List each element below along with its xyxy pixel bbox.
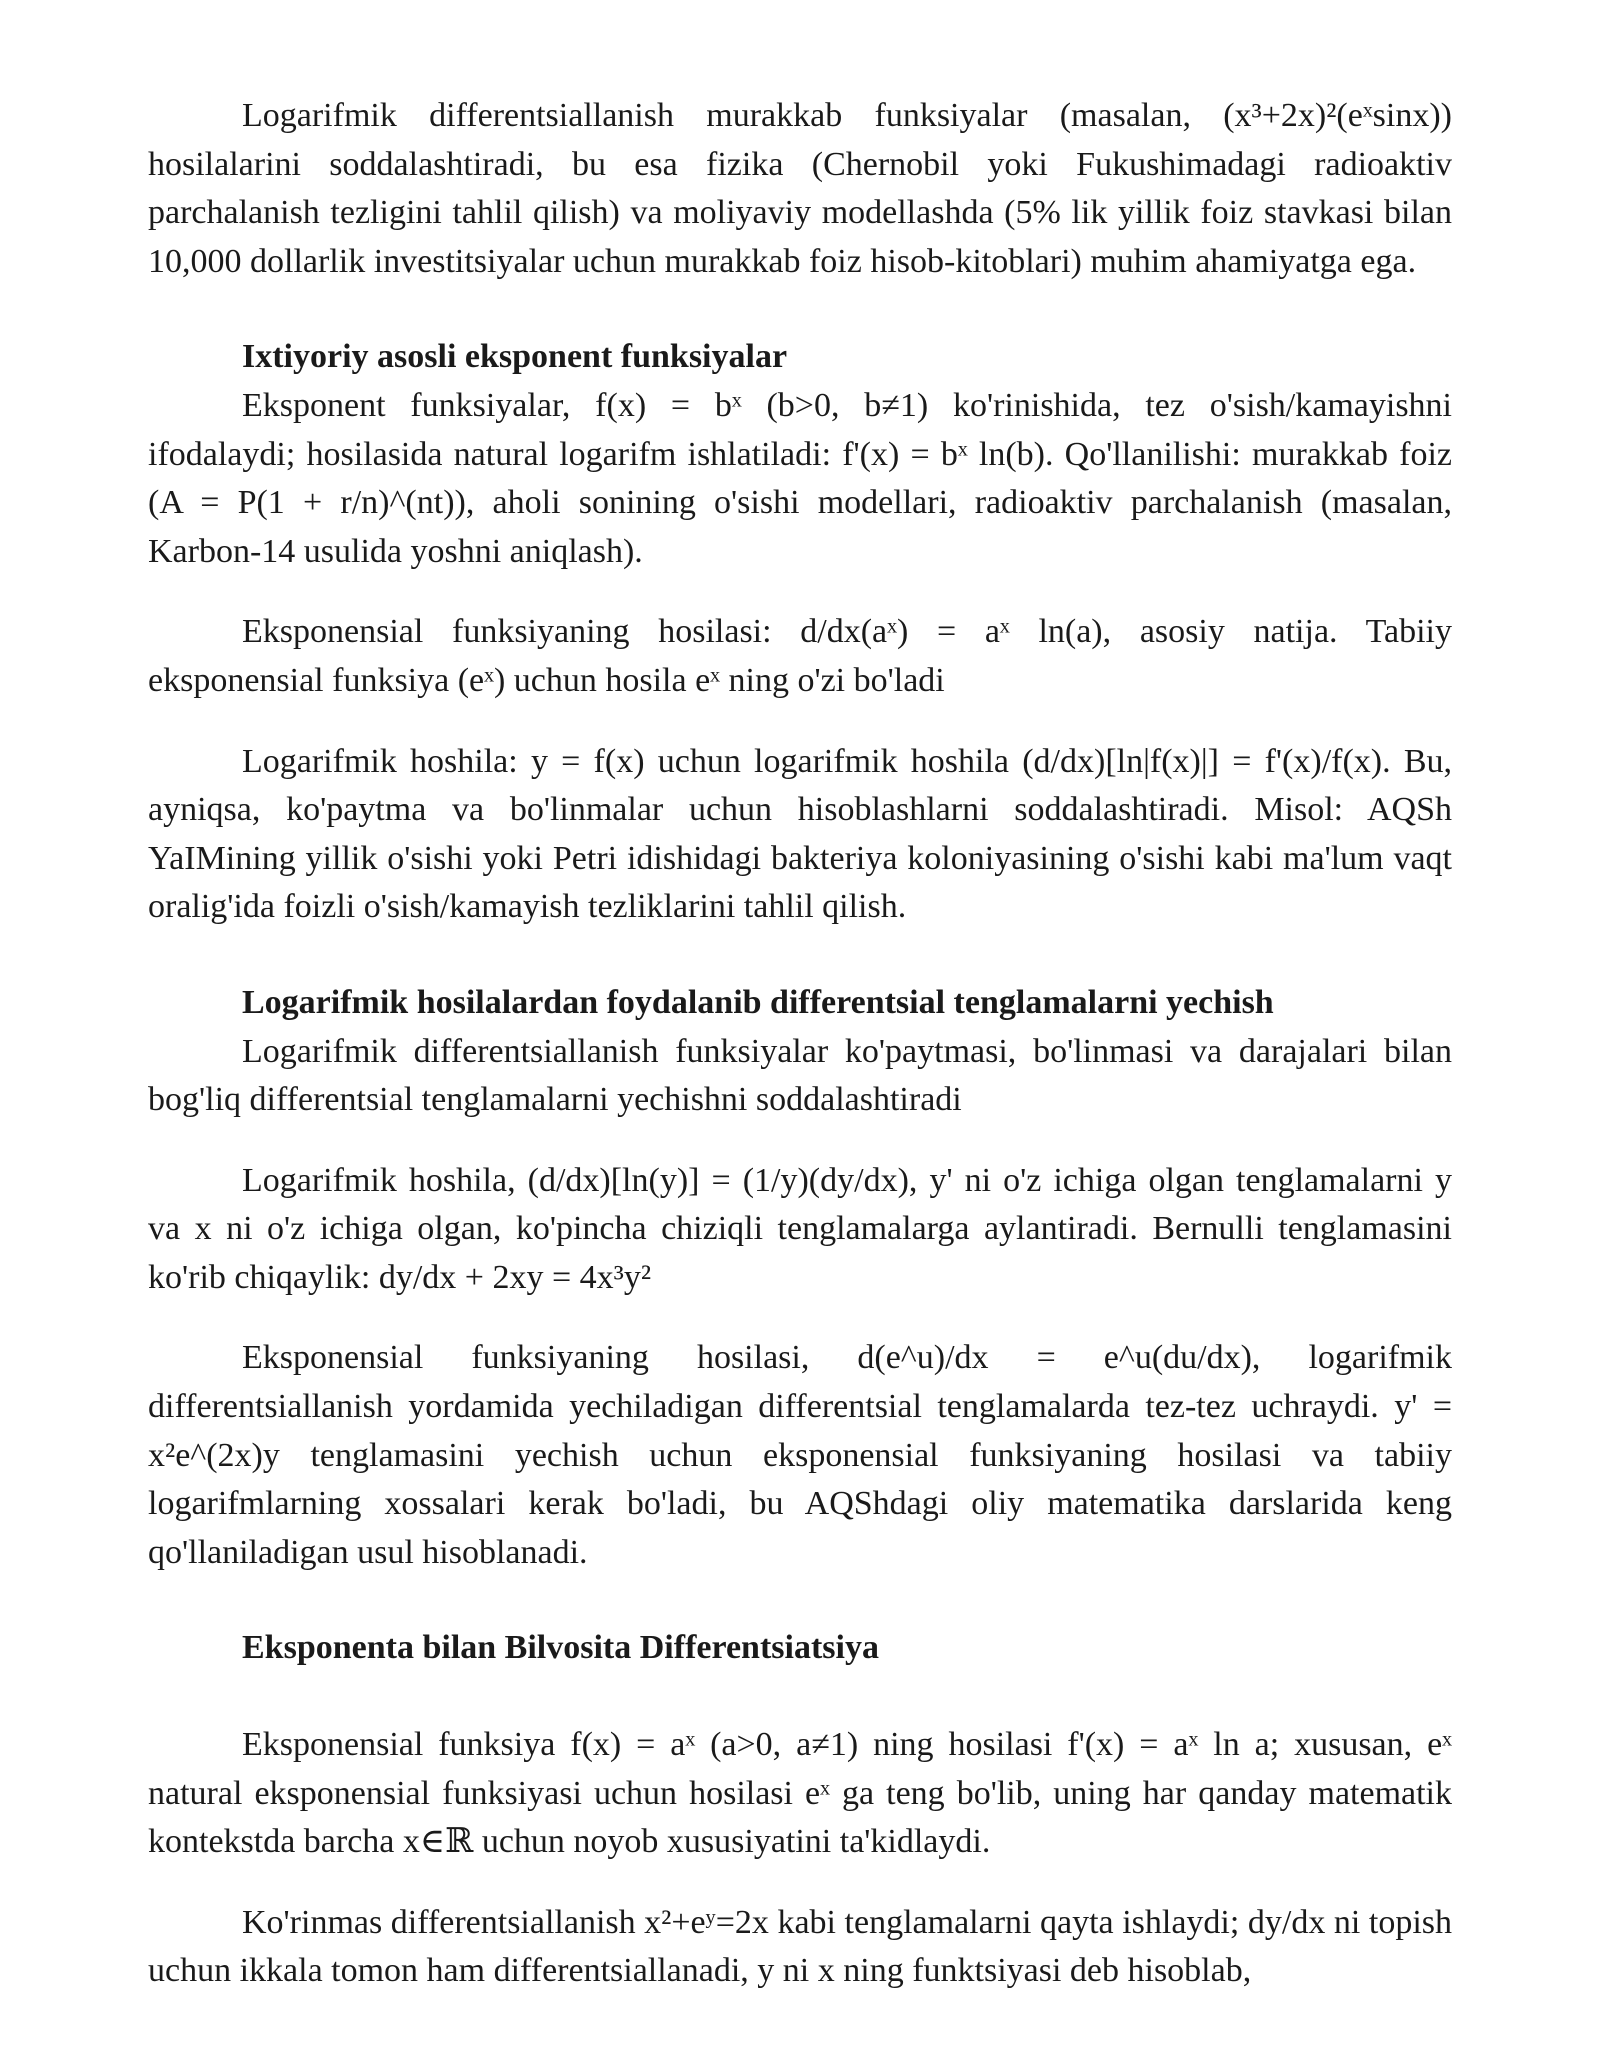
paragraph-implicit-differentiation: Ko'rinmas differentsiallanish x²+eʸ=2x kabi tenglamalarni qayta ishlaydi; dy/dx ni topish uchun ikkala tomon ham differentsiallanadi, y ni x ning funktsiyasi deb hisoblab, [148, 1903, 1452, 1990]
paragraph-exponential-derivative-de: Eksponensial funksiyaning hosilasi, d(e^u)/dx = e^u(du/dx), logarifmik differentsiallanish yordamida yechiladigan differentsial tenglamalarda tez-tez uchraydi. y' = x²e^(2x)y tenglamasini yechish uchun eksponensial funksiyaning hosilasi va tabiiy logarifmlarning xossalari kerak bo'ladi, bu AQShdagi oliy matematika darslarida keng qo'llaniladigan usul hisoblanadi. [148, 1339, 1452, 1571]
heading-implicit-differentiation: Eksponenta bilan Bilvosita Differentsiatsiya [242, 1629, 879, 1667]
heading-differential-equations: Logarifmik hosilalardan foydalanib differentsial tenglamalarni yechish [242, 983, 1274, 1021]
paragraph-differential-equations-intro: Logarifmik differentsiallanish funksiyalar ko'paytmasi, bo'linmasi va darajalari bilan bog'liq differentsial tenglamalarni yechishni soddalashtiradi [148, 1032, 1452, 1119]
heading-exponential-functions: Ixtiyoriy asosli eksponent funksiyalar [242, 338, 788, 376]
paragraph-exponential-function-derivative: Eksponensial funksiya f(x) = aˣ (a>0, a≠1) ning hosilasi f'(x) = aˣ ln a; xususan, eˣ natural eksponensial funksiyasi uchun hosilasi eˣ ga teng bo'lib, uning har qanday matematik kontekstda barcha x∈ℝ uchun noyob xususiyatini ta'kidlaydi. [148, 1726, 1452, 1861]
paragraph-exponential-derivative: Eksponensial funksiyaning hosilasi: d/dx(aˣ) = aˣ ln(a), asosiy natija. Tabiiy eksponensial funksiya (eˣ) uchun hosila eˣ ning o'zi bo'ladi [148, 613, 1452, 699]
paragraph-logarithmic-derivative: Logarifmik hoshila: y = f(x) uchun logarifmik hoshila (d/dx)[ln|f(x)|] = f'(x)/f(x). Bu, ayniqsa, ko'paytma va bo'linmalar uchun hisoblashlarni soddalashtiradi. Misol: AQSh YaIMining yillik o'sishi yoki Petri idishidagi bakteriya koloniyasining o'sishi kabi ma'lum vaqt oralig'ida foizli o'sish/kamayish tezliklarini tahlil qilish. [148, 742, 1452, 926]
paragraph-logarithmic-differentiation-intro: Logarifmik differentsiallanish murakkab funksiyalar (masalan, (x³+2x)²(eˣsinx)) hosilalarini soddalashtiradi, bu esa fizika (Chernobil yoki Fukushimadagi radioaktiv parchalanish tezligini tahlil qilish) va moliyaviy modellashda (5% lik yillik foiz stavkasi bilan 10,000 dollarlik investitsiyalar uchun murakkab foiz hisob-kitoblari) muhim ahamiyatga ega. [148, 97, 1452, 280]
paragraph-bernoulli-equation: Logarifmik hoshila, (d/dx)[ln(y)] = (1/y)(dy/dx), y' ni o'z ichiga olgan tenglamalarni y va x ni o'z ichiga olgan, ko'pincha chiziqli tenglamalarga aylantiradi. Bernulli tenglamasini ko'rib chiqaylik: dy/dx + 2xy = 4x³y² [148, 1161, 1452, 1296]
paragraph-exponential-functions: Eksponent funksiyalar, f(x) = bˣ (b>0, b≠1) ko'rinishida, tez o'sish/kamayishni ifodalaydi; hosilasida natural logarifm ishlatiladi: f'(x) = bˣ ln(b). Qo'llanilishi: murakkab foiz (A = P(1 + r/n)^(nt)), aholi sonining o'sishi modellari, radioaktiv parchalanish (masalan, Karbon-14 usulida yoshni aniqlash). [148, 386, 1452, 570]
document-page [148, 92, 1452, 1996]
